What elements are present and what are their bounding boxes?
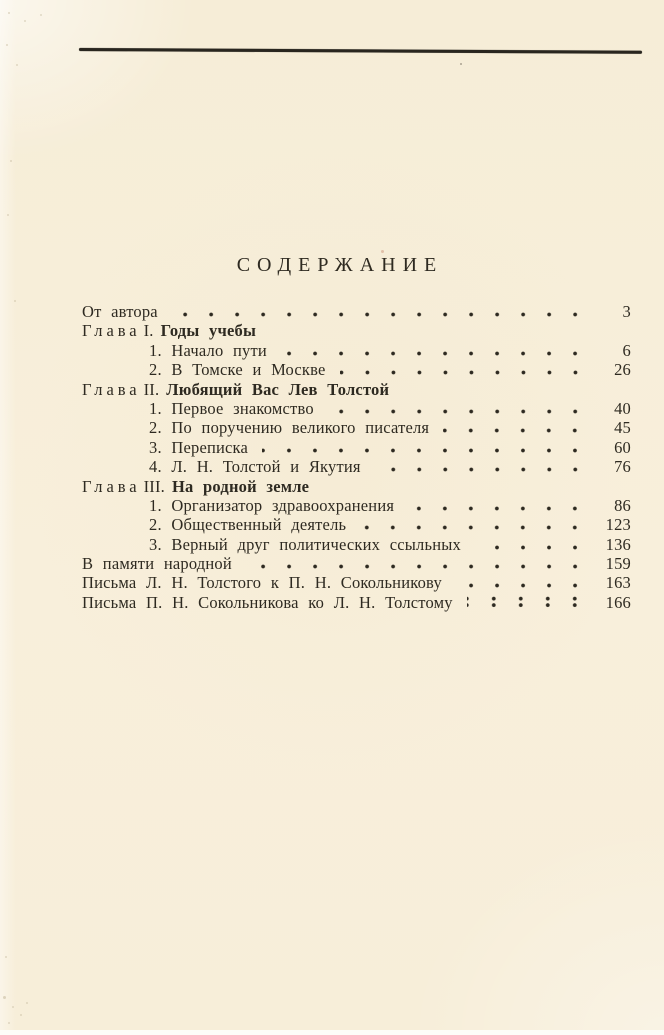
speckle: [8, 1022, 10, 1024]
toc-page-number: 60: [614, 437, 631, 457]
colon-leader: [467, 596, 588, 608]
scan-edge: [0, 1030, 664, 1035]
toc-row: [82, 593, 631, 612]
dot-leader: [340, 370, 588, 375]
chapter-prefix: Глава: [82, 321, 141, 341]
chapter-title: На родной земле: [171, 476, 310, 496]
toc-row: [82, 573, 631, 592]
dot-leader: [375, 467, 588, 472]
toc-entry-label: 2. В Томске и Москве: [149, 360, 326, 380]
toc-row: [82, 457, 631, 476]
toc-entry-label: 2. По поручению великого писателя: [149, 418, 430, 438]
speckle: [5, 956, 7, 958]
speckle: [3, 996, 6, 999]
page-title: СОДЕРЖАНИЕ: [236, 254, 444, 276]
toc-chapter-row: [82, 321, 631, 340]
chapter-prefix: Глава: [82, 379, 141, 399]
toc-entry-label: 4. Л. Н. Толстой и Якутия: [149, 457, 361, 477]
speckle: [40, 14, 42, 16]
toc-entry-label: 1. Начало пути: [149, 340, 267, 360]
toc-entry-label: Письма Л. Н. Толстого к П. Н. Сокольникову: [82, 573, 442, 593]
toc-row: [82, 302, 631, 321]
dot-leader: [456, 583, 588, 588]
toc-row: [82, 554, 631, 573]
dot-leader: [246, 564, 588, 569]
toc-chapter-row: [82, 477, 631, 496]
toc-entry-label: Письма П. Н. Сокольникова ко Л. Н. Толстому: [82, 592, 453, 612]
chapter-title: Любящий Вас Лев Толстой: [166, 379, 390, 399]
speckle: [26, 1002, 28, 1004]
speckle: [20, 1014, 22, 1016]
toc-entry-label: 3. Верный друг политических ссыльных: [149, 534, 461, 554]
toc-row: [82, 418, 631, 437]
speckle: [7, 214, 9, 216]
chapter-prefix: Глава: [82, 476, 141, 496]
dot-leader: [172, 312, 588, 317]
dot-leader: [475, 545, 588, 550]
toc-page-number: 166: [605, 592, 631, 612]
toc-chapter-row: [82, 380, 631, 399]
toc-row: [82, 399, 631, 418]
dot-leader: [360, 525, 588, 530]
header-rule: [79, 48, 642, 54]
toc-page-number: 45: [614, 418, 631, 438]
toc-entry-label: 1. Первое знакомство: [149, 398, 314, 418]
toc-page-number: 136: [605, 534, 631, 554]
stain-speck: [381, 250, 384, 253]
dot-leader: [443, 428, 588, 433]
toc-row: [82, 341, 631, 360]
toc-row: [82, 438, 631, 457]
toc-page-number: 76: [614, 457, 631, 477]
toc-row: [82, 360, 631, 379]
chapter-numeral: II.: [143, 379, 160, 399]
toc-entry-label: 1. Организатор здравоохранения: [149, 495, 395, 515]
toc-page-number: 6: [622, 340, 631, 360]
toc-page-number: 159: [605, 554, 631, 574]
toc-entry-label: 3. Переписка: [149, 437, 249, 457]
toc-page-number: 40: [614, 398, 631, 418]
speckle: [10, 160, 12, 162]
dot-leader: [262, 448, 588, 453]
toc-page-number: 163: [605, 573, 631, 593]
toc-page-number: 26: [614, 360, 631, 380]
speckle: [24, 20, 26, 22]
speckle: [16, 64, 18, 66]
toc-entry-label: 2. Общественный деятель: [149, 515, 347, 535]
dot-leader: [328, 409, 588, 414]
speckle: [8, 12, 10, 14]
toc-page-number: 123: [605, 515, 631, 535]
toc-row: [82, 535, 631, 554]
speckle: [14, 300, 16, 302]
dot-leader: [281, 351, 588, 356]
chapter-numeral: I.: [143, 321, 154, 341]
toc-row: [82, 496, 631, 515]
chapter-numeral: III.: [143, 476, 165, 496]
toc-page-number: 3: [622, 302, 631, 321]
toc-row: [82, 515, 631, 534]
speckle: [12, 1006, 14, 1008]
ink-speck: [460, 63, 462, 65]
toc-page-number: 86: [614, 495, 631, 515]
toc: [82, 302, 631, 612]
dot-leader: [408, 506, 588, 511]
chapter-title: Годы учебы: [160, 321, 257, 341]
toc-entry-label: От автора: [82, 302, 158, 321]
toc-entry-label: В памяти народной: [82, 554, 232, 574]
speckle: [6, 44, 8, 46]
